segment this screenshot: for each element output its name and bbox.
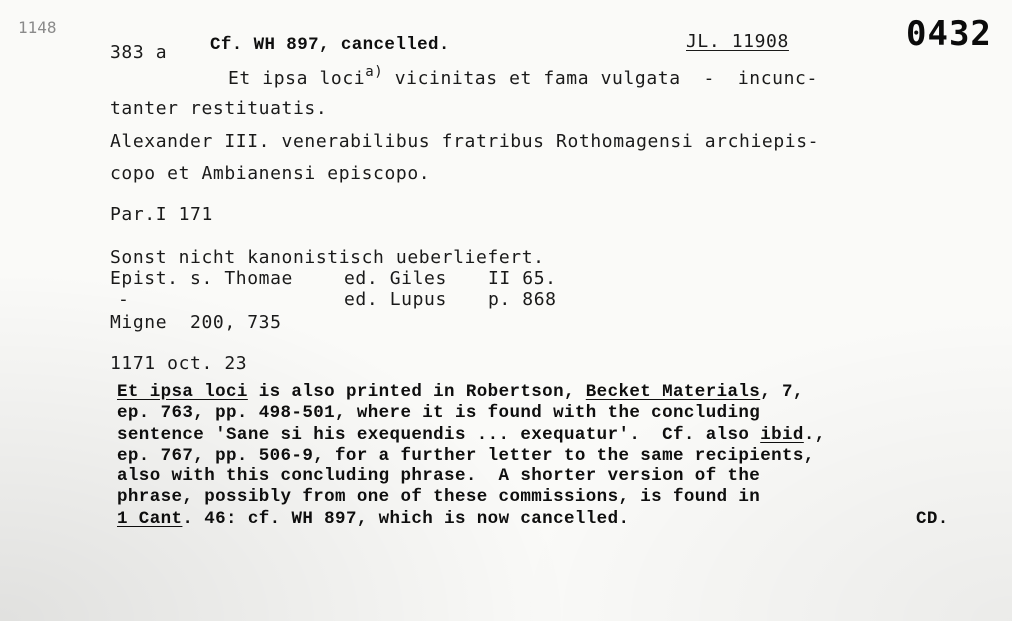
address-line-2: copo et Ambianensi episcopo. (110, 163, 431, 184)
jl-number: JL. 11908 (686, 31, 789, 52)
note-line-1: Et ipsa loci is also printed in Robertson, Becket Materials, 7, (117, 382, 804, 402)
note-line-7: 1 Cant. 46: cf. WH 897, which is now cancelled. (117, 509, 630, 529)
lupus-edition: ed. Lupus (344, 289, 447, 310)
transmission-line: Sonst nicht kanonistisch ueberliefert. (110, 247, 545, 268)
entry-number: 383 a (110, 42, 168, 63)
lupus-ref: p. 868 (488, 289, 557, 310)
note-line-4: ep. 767, pp. 506-9, for a further letter to the same recipients, (117, 446, 815, 466)
note-line-3: sentence 'Sane si his exequendis ... exequatur'. Cf. also ibid., (117, 425, 826, 445)
address-line-1: Alexander III. venerabilibus fratribus Rothomagensi archiepis- (110, 131, 820, 152)
giles-edition: ed. Giles (344, 268, 447, 289)
giles-ref: II 65. (488, 268, 557, 289)
epist-label: Epist. s. Thomae (110, 268, 293, 289)
ditto-dash: - (118, 289, 130, 310)
card-number: 0432 (906, 14, 992, 54)
migne-ref: Migne 200, 735 (110, 312, 282, 333)
top-left-mark: 1148 (18, 18, 57, 37)
incipit-line-1: Et ipsa loci$^{a)}$ vicinitas et fama vulgata - incunc- (228, 64, 818, 89)
note-line-5: also with this concluding phrase. A shorter version of the (117, 466, 761, 486)
incipit-line-2: tanter restituatis. (110, 98, 328, 119)
source-ref: Par.I 171 (110, 204, 213, 225)
cf-note: Cf. WH 897, cancelled. (210, 35, 450, 55)
date: 1171 oct. 23 (110, 353, 248, 374)
note-line-6: phrase, possibly from one of these commissions, is found in (117, 487, 761, 507)
initials: CD. (916, 509, 949, 529)
note-line-2: ep. 763, pp. 498-501, where it is found with the concluding (117, 403, 761, 423)
